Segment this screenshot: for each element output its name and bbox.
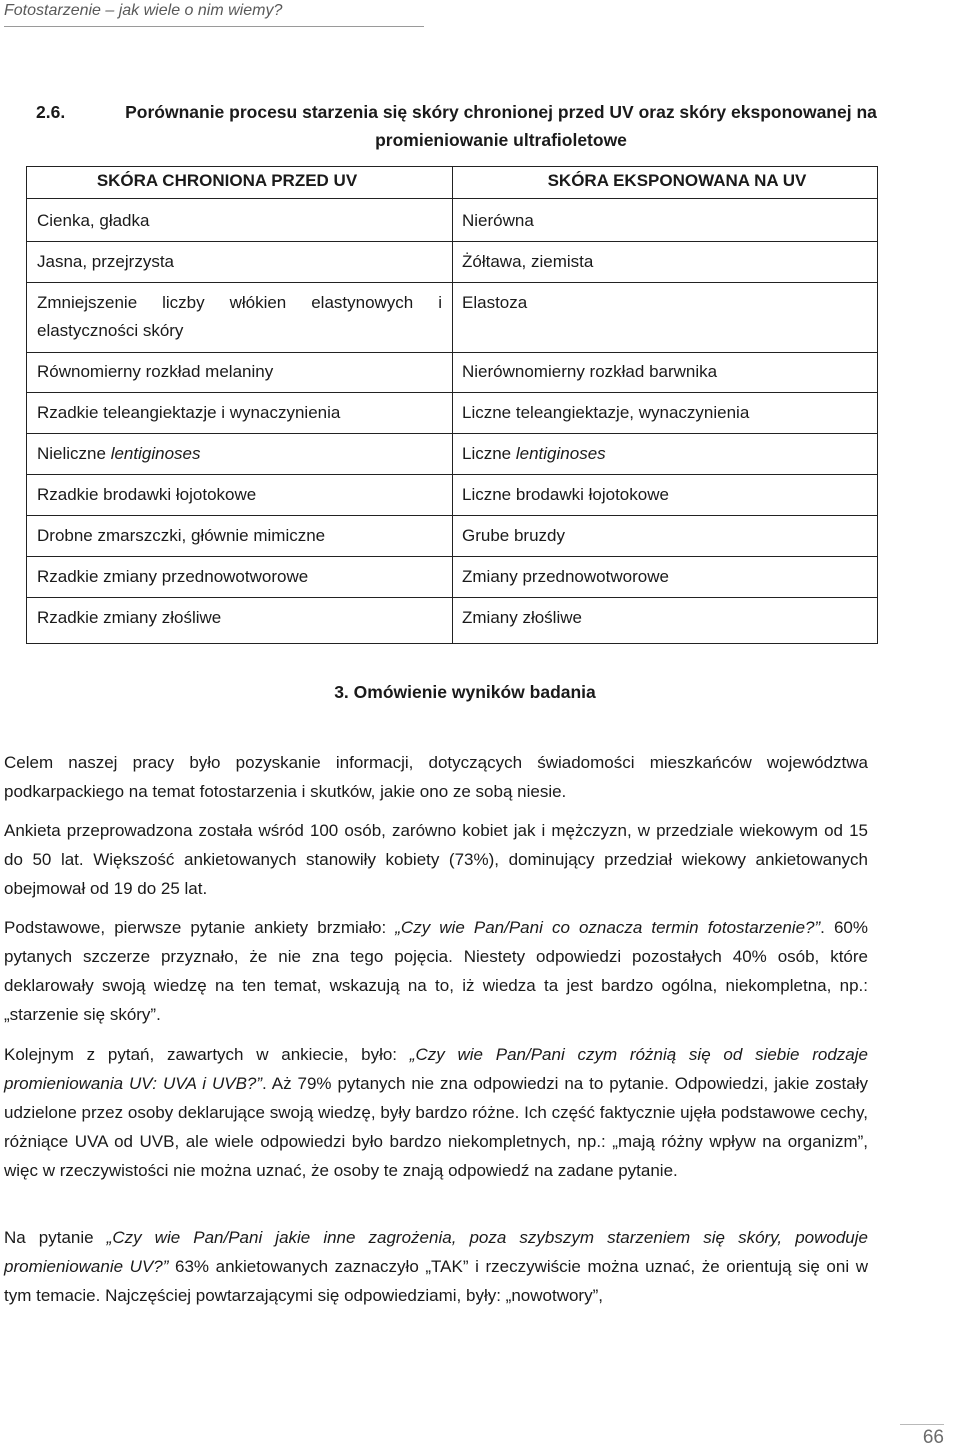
cell-protected: Równomierny rozkład melaniny: [37, 362, 274, 381]
paragraph-question-3: [4, 1223, 868, 1310]
column-header-protected: SKÓRA CHRONIONA PRZED UV: [96, 171, 358, 190]
cell-italic-term: lentiginoses: [110, 444, 201, 463]
row-divider: [27, 474, 877, 475]
cell-exposed: Nierównomierny rozkład barwnika: [462, 362, 718, 381]
cell-protected: Rzadkie teleangiektazje i wynaczynienia: [37, 403, 341, 422]
row-divider: [27, 241, 877, 242]
results-heading: 3. Omówienie wyników badania: [334, 682, 596, 702]
paragraph-text: Na pytanie: [4, 1228, 107, 1247]
cell-protected: Zmniejszenie liczby włókien elastynowych i elastyczności skóry: [37, 293, 442, 340]
cell-protected: Rzadkie brodawki łojotokowe: [37, 485, 257, 504]
section-number: 2.6.: [36, 102, 66, 122]
paragraph-survey: Ankieta przeprowadzona została wśród 100 osób, zarówno kobiet jak i mężczyzn, w przedziale wiekowym od 15 do 50 lat. Większość ankietowanych stanowiły kobiety (73%), dominujący przedział wiekowy ankietowanych obejmował od 19 do 25 lat.: [4, 821, 868, 898]
survey-question: „Czy wie Pan/Pani jakie inne zagrożenia, poza szybszym starzeniem się skóry, powoduje promieniowanie UV?”: [4, 1228, 868, 1276]
cell-exposed: Nierówna: [462, 211, 534, 230]
cell-exposed: [462, 440, 867, 468]
paragraph-text: 63% ankietowanych zaznaczyło „TAK” i rzeczywiście można uznać, że orientują się oni w tym temacie. Najczęściej powtarzającymi się odpowiedziami, były: „nowotwory”,: [4, 1257, 868, 1305]
row-divider: [27, 352, 877, 353]
column-header-exposed: SKÓRA EKSPONOWANA NA UV: [547, 171, 807, 190]
paragraph-text: . 60% pytanych szczerze przyznało, że nie zna tego pojęcia. Niestety odpowiedzi pozostałych 40% osób, które deklarowały swoją wiedzę na ten temat, wskazują na to, iż wiedza ta jest bardzo ogólna, niekompletna, np.: „starzenie się skóry”.: [4, 918, 868, 1024]
row-divider: [27, 198, 877, 199]
cell-protected: [37, 440, 442, 468]
paragraph-question-2: [4, 1040, 868, 1185]
section-title: [36, 98, 896, 154]
cell-protected: Jasna, przejrzysta: [37, 252, 174, 271]
paragraph-goal: Celem naszej pracy było pozyskanie informacji, dotyczących świadomości mieszkańców województwa podkarpackiego na temat fotostarzenia i skutków, jakie ono ze sobą niesie.: [4, 753, 868, 801]
cell-exposed: Zmiany przednowotworowe: [462, 567, 669, 586]
row-divider: [27, 392, 877, 393]
cell-exposed: Liczne teleangiektazje, wynaczynienia: [462, 403, 750, 422]
cell-exposed: Liczne brodawki łojotokowe: [462, 485, 669, 504]
cell-exposed: Żółtawa, ziemista: [462, 252, 594, 271]
cell-exposed: Grube bruzdy: [462, 526, 565, 545]
page-number: 66: [900, 1424, 944, 1449]
cell-protected: Rzadkie zmiany złośliwe: [37, 608, 222, 627]
comparison-table: [26, 166, 878, 644]
survey-question: „Czy wie Pan/Pani czym różnią się od siebie rodzaje promieniowania UV: UVA i UVB?”: [4, 1045, 868, 1093]
running-header: Fotostarzenie – jak wiele o nim wiemy?: [4, 0, 424, 27]
cell-text: Liczne: [462, 444, 516, 463]
cell-text: Nieliczne: [37, 444, 111, 463]
cell-protected: Rzadkie zmiany przednowotworowe: [37, 567, 309, 586]
row-divider: [27, 597, 877, 598]
column-divider: [452, 167, 453, 643]
paragraph-text: . Aż 79% pytanych nie zna odpowiedzi na to pytanie. Odpowiedzi, jakie zostały udzielone przez osoby deklarujące swoją wiedzę, były bardzo różne. Ich część faktycznie ujęła podstawowe cechy, różniące UVA od UVB, ale wiele odpowiedzi było bardzo niekompletnych, np.: „mają różny wpływ na organizm”, więc w rzeczywistości nie można uznać, że osoby te znają odpowiedź na zadane pytanie.: [4, 1074, 868, 1180]
survey-question: „Czy wie Pan/Pani co oznacza termin fotostarzenie?”: [395, 918, 821, 937]
row-divider: [27, 282, 877, 283]
cell-protected: Drobne zmarszczki, głównie mimiczne: [37, 526, 326, 545]
cell-italic-term: lentiginoses: [515, 444, 606, 463]
cell-exposed: Elastoza: [462, 293, 528, 312]
row-divider: [27, 556, 877, 557]
paragraph-text: Podstawowe, pierwsze pytanie ankiety brzmiało:: [4, 918, 396, 937]
paragraph-text: Kolejnym z pytań, zawartych w ankiecie, było:: [4, 1045, 410, 1064]
row-divider: [27, 515, 877, 516]
cell-protected: Cienka, gładka: [37, 211, 150, 230]
paragraph-question-1: [4, 913, 868, 1029]
section-title-text: Porównanie procesu starzenia się skóry chronionej przed UV oraz skóry eksponowanej na promieniowanie ultrafioletowe: [125, 102, 877, 150]
row-divider: [27, 433, 877, 434]
cell-exposed: Zmiany złośliwe: [462, 608, 582, 627]
